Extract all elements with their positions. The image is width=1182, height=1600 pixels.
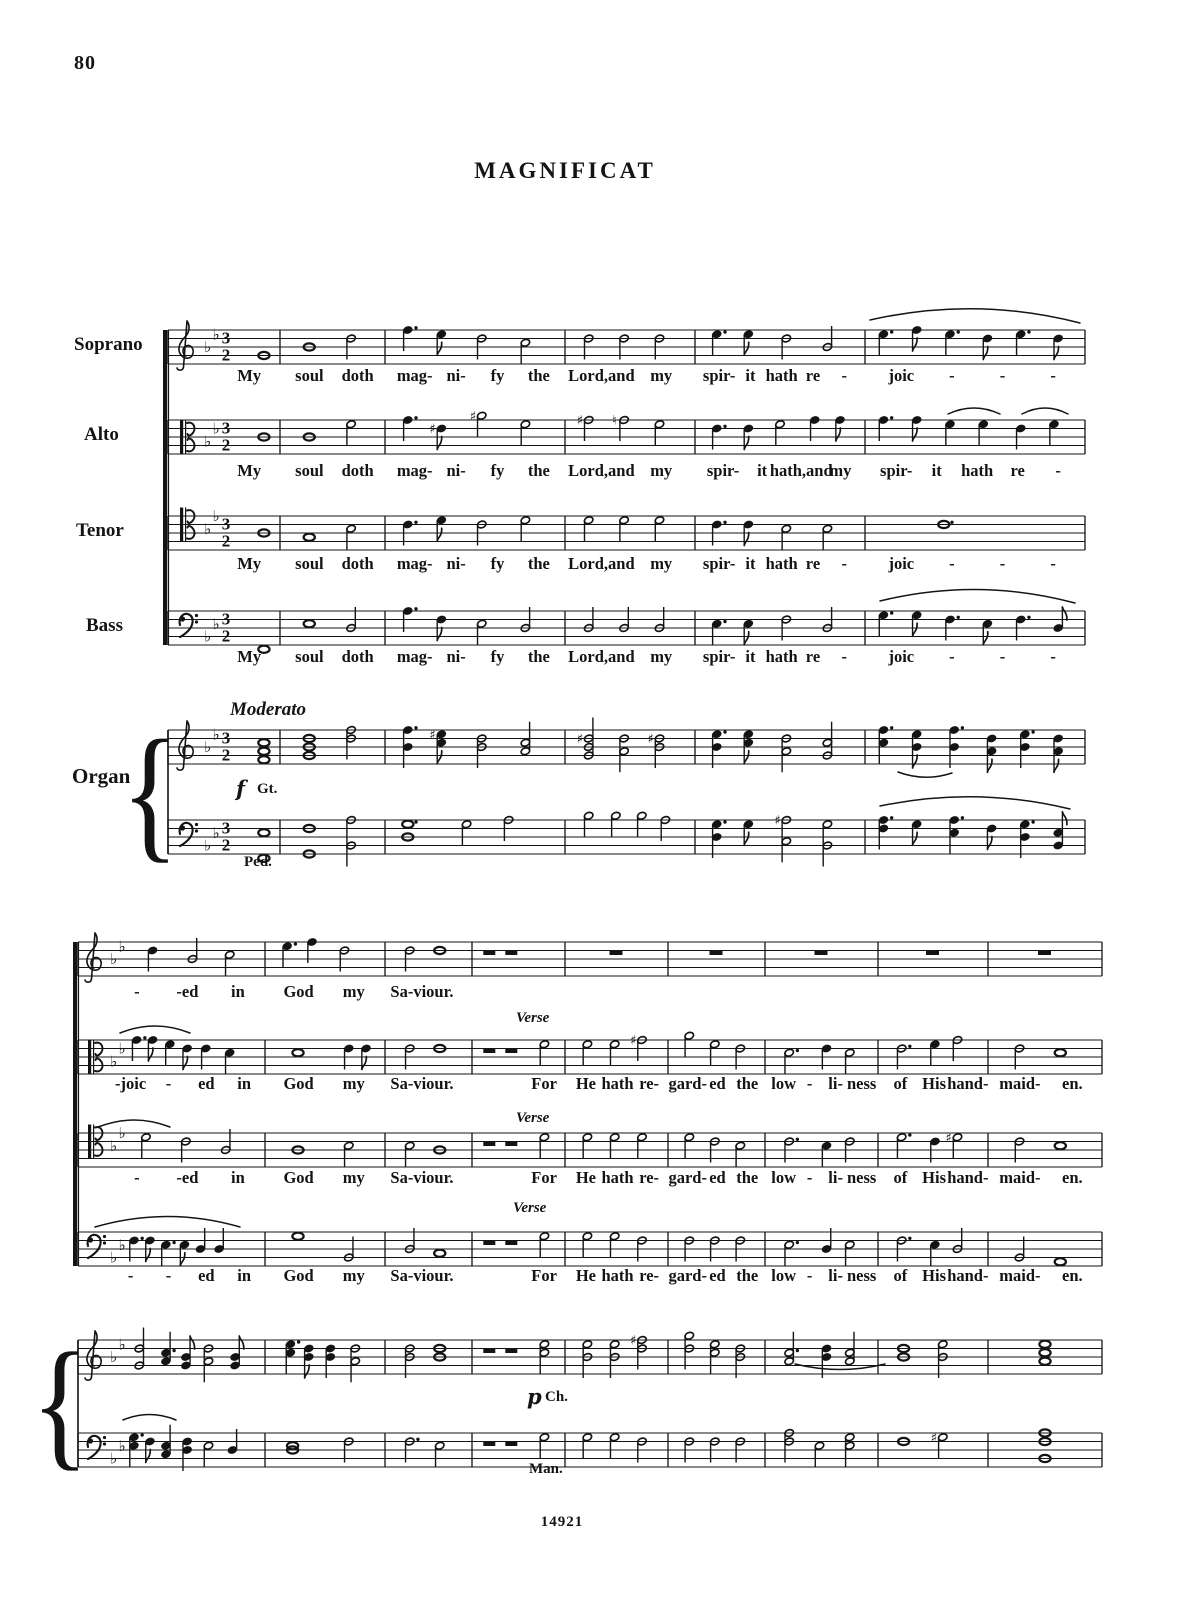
svg-text:♭: ♭: [118, 1124, 126, 1142]
lyric-syllable: it: [745, 647, 756, 666]
lyric-syllable: hath: [765, 366, 798, 385]
lyric-syllable: My: [237, 461, 262, 480]
lyric-syllable: My: [237, 647, 262, 666]
svg-text:♭: ♭: [212, 419, 220, 438]
lyric-syllable: ed: [709, 1168, 726, 1187]
dynamic-piano: p: [527, 1384, 542, 1409]
lyric-syllable: re-: [639, 1266, 660, 1285]
lyric-syllable: fy: [490, 461, 505, 480]
svg-text:♯: ♯: [774, 813, 781, 829]
lyric-syllable: -: [165, 1266, 172, 1285]
lyric-syllable: hath: [765, 554, 798, 573]
svg-text:2: 2: [221, 835, 231, 855]
svg-text:♭: ♭: [204, 519, 212, 538]
lyric-syllable: doth: [341, 647, 374, 666]
lyric-syllable: Sa-viour.: [390, 1074, 454, 1093]
lyric-syllable: -: [1055, 461, 1061, 480]
svg-text:♭: ♭: [204, 738, 212, 756]
lyric-syllable: mag-: [396, 554, 433, 573]
lyric-syllable: Sa-viour.: [390, 1266, 454, 1285]
page-number: 80: [74, 52, 96, 74]
svg-text:♭: ♭: [204, 432, 212, 451]
lyric-syllable: the: [527, 647, 550, 666]
lyric-syllable: maid-: [999, 1266, 1041, 1285]
svg-text:♯: ♯: [945, 1130, 952, 1146]
svg-text:♭: ♭: [110, 1449, 118, 1468]
svg-text:♮: ♮: [612, 413, 617, 429]
lyric-syllable: of: [893, 1074, 908, 1093]
svg-text:2: 2: [221, 435, 231, 455]
lyric-syllable: ni-: [446, 554, 466, 573]
svg-text:♭: ♭: [118, 1235, 126, 1254]
lyric-syllable: ed: [198, 1266, 215, 1285]
svg-text:3: 3: [221, 818, 231, 838]
lyric-syllable: joic: [888, 554, 915, 573]
lyric-syllable: hand-: [947, 1266, 989, 1285]
lyric-syllable: -: [999, 647, 1006, 666]
page-title: MAGNIFICAT: [474, 158, 656, 183]
svg-text:2: 2: [221, 745, 231, 765]
lyric-syllable: -joic: [115, 1074, 147, 1093]
lyric-syllable: His: [922, 1168, 947, 1187]
staff-label-organ: Organ: [72, 764, 131, 788]
lyric-syllable: spir-: [702, 554, 736, 573]
plate-number: 14921: [540, 1514, 584, 1530]
lyric-syllable: low: [771, 1074, 797, 1093]
svg-text:♭: ♭: [110, 1136, 118, 1155]
staff-label-soprano: Soprano: [74, 334, 143, 355]
lyric-syllable: spir-: [706, 461, 740, 480]
lyric-syllable: it: [745, 366, 756, 385]
svg-text:♯: ♯: [429, 422, 436, 437]
lyric-syllable: ness: [846, 1074, 877, 1093]
staff-label-bass: Bass: [86, 615, 123, 636]
svg-text:♭: ♭: [110, 1348, 118, 1366]
lyric-syllable: fy: [490, 647, 505, 666]
lyric-syllable: -: [1050, 647, 1056, 666]
lyric-syllable: soul: [295, 366, 324, 385]
svg-text:{: {: [31, 1323, 89, 1483]
lyric-syllable: God: [283, 1168, 314, 1187]
lyric-syllable: my: [829, 461, 852, 480]
lyric-syllable: hand-: [947, 1168, 989, 1187]
lyric-syllable: gard-: [668, 1168, 707, 1187]
lyric-syllable: my: [650, 366, 673, 385]
lyric-syllable: it: [745, 554, 756, 573]
lyric-syllable: my: [342, 982, 365, 1001]
lyric-syllable: Sa-viour.: [390, 1168, 454, 1187]
svg-text:♭: ♭: [110, 1052, 118, 1071]
lyric-syllable: Lord,and: [568, 366, 635, 385]
lyric-syllable: fy: [490, 554, 505, 573]
lyric-syllable: -: [841, 647, 847, 666]
lyric-syllable: His: [922, 1266, 947, 1285]
lyric-syllable: low: [771, 1168, 797, 1187]
svg-text:2: 2: [221, 626, 231, 646]
lyric-syllable: of: [893, 1168, 908, 1187]
lyric-syllable: my: [342, 1266, 365, 1285]
lyric-syllable: the: [527, 366, 550, 385]
svg-text:3: 3: [221, 328, 231, 348]
svg-text:3: 3: [221, 418, 231, 438]
svg-text:♯: ♯: [576, 732, 583, 747]
lyric-syllable: en.: [1062, 1266, 1083, 1285]
lyric-syllable: hath: [601, 1074, 634, 1093]
lyric-syllable: mag-: [396, 647, 433, 666]
lyric-syllable: re: [805, 647, 821, 666]
svg-text:♯: ♯: [429, 727, 436, 743]
lyric-syllable: -ed: [176, 1168, 199, 1187]
lyric-syllable: ni-: [446, 647, 466, 666]
lyric-syllable: -: [949, 366, 955, 385]
lyric-syllable: For: [531, 1168, 557, 1187]
lyric-syllable: the: [736, 1168, 759, 1187]
lyric-syllable: the: [736, 1074, 759, 1093]
lyric-syllable: ness: [846, 1266, 877, 1285]
lyric-syllable: Lord,and: [568, 647, 635, 666]
lyric-syllable: the: [527, 461, 550, 480]
lyric-syllable: li-: [828, 1168, 843, 1187]
svg-text:2: 2: [221, 345, 231, 365]
verse-label-tenor: Verse: [516, 1110, 550, 1126]
lyric-syllable: joic: [888, 647, 915, 666]
great-registration: Gt.: [257, 781, 278, 797]
lyric-syllable: gard-: [668, 1266, 707, 1285]
lyric-syllable: li-: [828, 1266, 843, 1285]
staff-label-alto: Alto: [84, 424, 119, 445]
lyric-syllable: spir-: [880, 461, 913, 480]
lyric-syllable: For: [531, 1266, 557, 1285]
lyric-syllable: the: [736, 1266, 759, 1285]
lyric-syllable: -: [1050, 554, 1056, 573]
svg-text:3: 3: [221, 609, 231, 629]
lyric-syllable: -: [949, 647, 955, 666]
lyric-syllable: -: [134, 982, 140, 1001]
lyric-syllable: -: [841, 554, 847, 573]
lyric-syllable: -: [1050, 366, 1056, 385]
svg-text:♯: ♯: [647, 732, 654, 747]
lyric-syllable: of: [893, 1266, 908, 1285]
lyric-syllable: For: [531, 1074, 557, 1093]
lyric-syllable: -: [841, 366, 847, 385]
svg-text:♭: ♭: [204, 627, 212, 646]
lyric-syllable: He: [575, 1168, 597, 1187]
lyric-syllable: -ed: [176, 982, 199, 1001]
lyric-syllable: -: [806, 1074, 813, 1093]
lyric-syllable: li-: [828, 1074, 843, 1093]
lyric-syllable: fy: [490, 366, 505, 385]
svg-text:2: 2: [221, 531, 231, 551]
svg-text:♭: ♭: [118, 1039, 126, 1058]
svg-text:♯: ♯: [629, 1033, 637, 1049]
svg-text:3: 3: [221, 514, 231, 534]
svg-text:♭: ♭: [118, 937, 126, 956]
lyric-syllable: -: [806, 1168, 813, 1187]
lyric-syllable: soul: [295, 647, 324, 666]
svg-text:♯: ♯: [629, 1333, 637, 1349]
lyric-syllable: -: [949, 554, 955, 573]
lyric-syllable: low: [771, 1266, 797, 1285]
svg-text:3: 3: [221, 728, 231, 748]
lyric-syllable: God: [283, 1266, 314, 1285]
lyric-syllable: in: [237, 1074, 252, 1093]
lyric-syllable: my: [650, 554, 673, 573]
lyric-syllable: My: [237, 554, 262, 573]
lyric-syllable: my: [650, 647, 673, 666]
lyric-syllable: en.: [1062, 1074, 1083, 1093]
svg-text:♯: ♯: [469, 409, 477, 425]
lyric-syllable: soul: [295, 461, 324, 480]
lyric-syllable: God: [283, 1074, 314, 1093]
verse-label-bass: Verse: [513, 1200, 547, 1216]
lyric-syllable: -: [134, 1168, 140, 1187]
lyric-syllable: my: [650, 461, 673, 480]
choir-registration: Ch.: [545, 1389, 568, 1405]
lyric-syllable: ni-: [446, 461, 466, 480]
lyric-syllable: hath: [601, 1266, 634, 1285]
lyric-syllable: spir-: [702, 366, 736, 385]
lyric-syllable: ed: [198, 1074, 215, 1093]
lyric-syllable: hath: [601, 1168, 634, 1187]
lyric-syllable: Sa-viour.: [390, 982, 454, 1001]
lyric-syllable: ed: [709, 1074, 726, 1093]
lyric-syllable: in: [237, 1266, 252, 1285]
lyric-syllable: My: [237, 366, 262, 385]
lyric-syllable: my: [342, 1168, 365, 1187]
pedal-marking: Ped.: [244, 854, 272, 870]
svg-text:♭: ♭: [204, 338, 212, 356]
lyric-syllable: in: [230, 982, 245, 1001]
svg-text:♭: ♭: [212, 507, 220, 525]
lyric-syllable: -: [806, 1266, 813, 1285]
tempo-marking: Moderato: [230, 699, 306, 720]
lyric-syllable: ni-: [446, 366, 466, 385]
lyric-syllable: His: [922, 1074, 947, 1093]
lyric-syllable: He: [575, 1266, 597, 1285]
lyric-syllable: re-: [639, 1168, 660, 1187]
lyric-syllable: it: [757, 461, 768, 480]
lyric-syllable: joic: [888, 366, 915, 385]
lyric-syllable: spir-: [702, 647, 736, 666]
lyric-syllable: re: [805, 366, 821, 385]
svg-text:♭: ♭: [212, 325, 220, 344]
svg-text:♭: ♭: [118, 1436, 126, 1455]
svg-text:♭: ♭: [118, 1335, 126, 1354]
staff-label-tenor: Tenor: [76, 520, 124, 541]
lyric-syllable: -: [999, 366, 1006, 385]
lyric-syllable: re: [1010, 461, 1025, 480]
lyric-syllable: hand-: [947, 1074, 989, 1093]
lyric-syllable: -: [127, 1266, 134, 1285]
lyric-syllable: en.: [1062, 1168, 1083, 1187]
svg-text:♭: ♭: [212, 823, 220, 842]
lyric-syllable: it: [931, 461, 942, 480]
svg-text:♭: ♭: [110, 950, 118, 968]
lyric-syllable: mag-: [396, 461, 433, 480]
lyric-syllable: re-: [639, 1074, 660, 1093]
dynamic-forte: f: [236, 776, 246, 801]
lyric-syllable: ed: [709, 1266, 726, 1285]
lyric-syllable: soul: [295, 554, 324, 573]
lyric-syllable: mag-: [396, 366, 433, 385]
lyric-syllable: re: [805, 554, 821, 573]
lyric-syllable: Lord,and: [568, 554, 635, 573]
lyric-syllable: the: [527, 554, 550, 573]
verse-label-alto: Verse: [516, 1010, 550, 1026]
svg-text:♯: ♯: [576, 413, 583, 429]
lyric-syllable: doth: [341, 554, 374, 573]
svg-text:♭: ♭: [212, 614, 220, 633]
lyric-syllable: God: [283, 982, 314, 1001]
lyric-syllable: -: [999, 554, 1006, 573]
lyric-syllable: gard-: [668, 1074, 707, 1093]
lyric-syllable: Lord,and: [568, 461, 635, 480]
lyric-syllable: doth: [341, 461, 374, 480]
lyric-syllable: my: [342, 1074, 365, 1093]
lyric-syllable: He: [575, 1074, 597, 1093]
svg-text:♭: ♭: [204, 836, 212, 855]
svg-text:♭: ♭: [212, 725, 220, 744]
lyric-syllable: doth: [341, 366, 374, 385]
svg-text:{: {: [121, 710, 179, 876]
lyric-syllable: hath,and: [769, 461, 833, 480]
svg-text:♯: ♯: [930, 1430, 938, 1446]
manual-marking: Man.: [529, 1461, 563, 1477]
lyric-syllable: maid-: [999, 1168, 1041, 1187]
lyric-syllable: hath: [961, 461, 994, 480]
lyric-syllable: maid-: [999, 1074, 1041, 1093]
lyric-syllable: -: [165, 1074, 172, 1093]
lyric-syllable: in: [230, 1168, 245, 1187]
lyric-syllable: hath: [765, 647, 798, 666]
lyric-syllable: ness: [846, 1168, 877, 1187]
svg-text:♭: ♭: [110, 1248, 118, 1267]
